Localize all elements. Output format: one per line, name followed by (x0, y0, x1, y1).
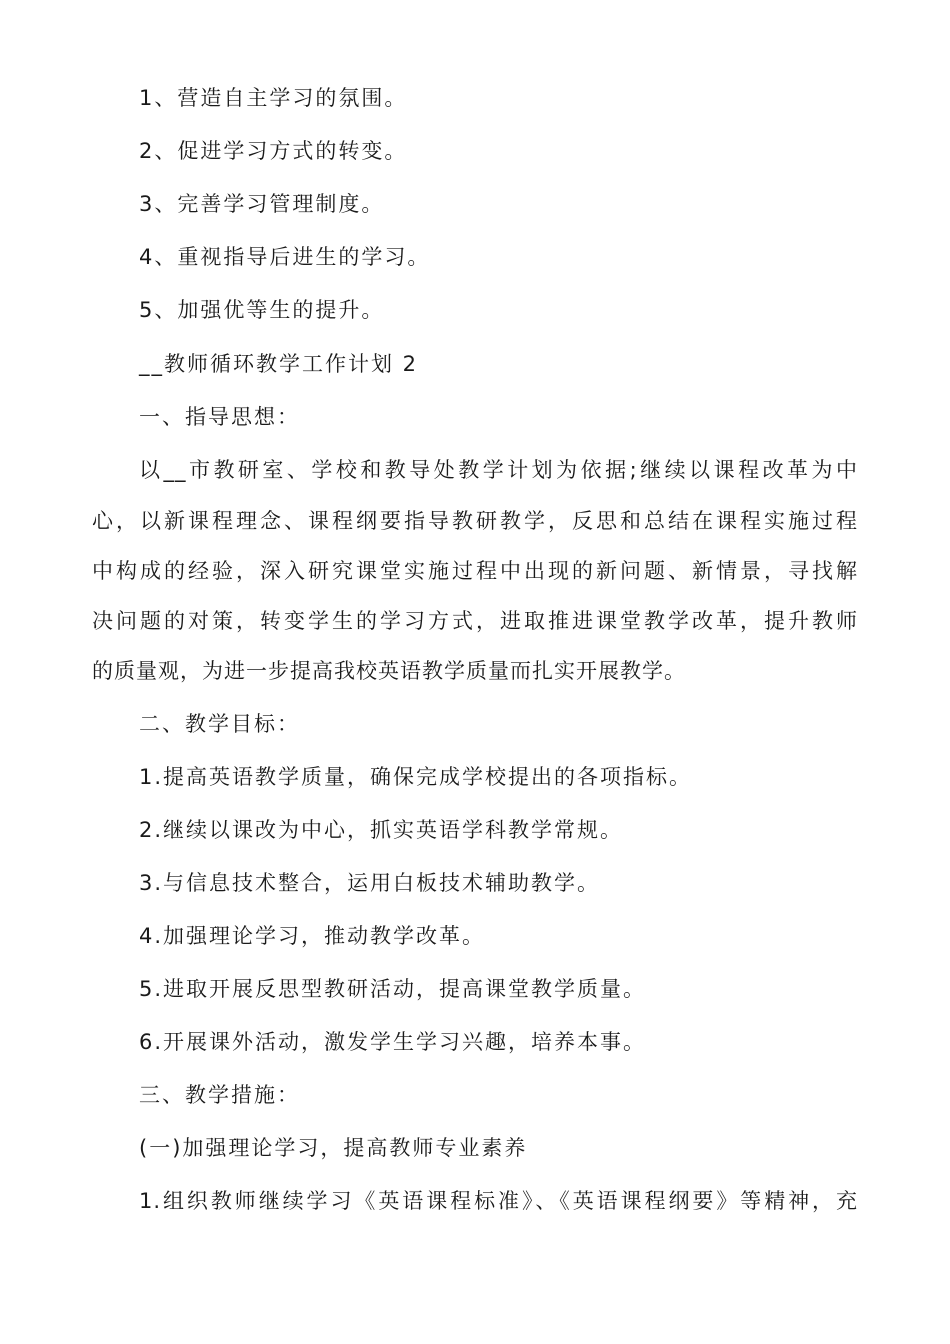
list-item: 3.与信息技术整合，运用白板技术辅助教学。 (139, 871, 601, 895)
list-item: 2.继续以课改为中心，抓实英语学科教学常规。 (139, 818, 624, 842)
paragraph-line: 心，以新课程理念、课程纲要指导教研教学，反思和总结在课程实施过程 (92, 509, 858, 533)
list-item: 1、营造自主学习的氛围。 (139, 86, 408, 110)
section-title: __教师循环教学工作计划 2 (139, 352, 419, 376)
list-item: 4、重视指导后进生的学习。 (139, 245, 431, 269)
list-item: 6.开展课外活动，激发学生学习兴趣，培养本事。 (139, 1030, 647, 1054)
list-item: 3、完善学习管理制度。 (139, 192, 385, 216)
paragraph-line: 中构成的经验，深入研究课堂实施过程中出现的新问题、新情景，寻找解 (92, 559, 858, 583)
list-item: 5.进取开展反思型教研活动，提高课堂教学质量。 (139, 977, 647, 1001)
paragraph-line: 以__市教研室、学校和教导处教学计划为依据;继续以课程改革为中 (139, 458, 858, 482)
paragraph-line: 的质量观，为进一步提高我校英语教学质量而扎实开展教学。 (92, 659, 686, 683)
list-item: 4.加强理论学习，推动教学改革。 (139, 924, 486, 948)
section-heading: 三、教学措施： (139, 1083, 300, 1107)
list-item: 2、促进学习方式的转变。 (139, 139, 408, 163)
paragraph-line: 1.组织教师继续学习《英语课程标准》、《英语课程纲要》等精神，充 (139, 1189, 858, 1213)
section-heading: 二、教学目标： (139, 712, 300, 736)
paragraph-line: 决问题的对策，转变学生的学习方式，进取推进课堂教学改革，提升教师 (92, 609, 858, 633)
section-heading: 一、指导思想： (139, 405, 300, 429)
subsection-heading: (一)加强理论学习，提高教师专业素养 (139, 1136, 528, 1160)
list-item: 5、加强优等生的提升。 (139, 298, 385, 322)
list-item: 1.提高英语教学质量，确保完成学校提出的各项指标。 (139, 765, 693, 789)
